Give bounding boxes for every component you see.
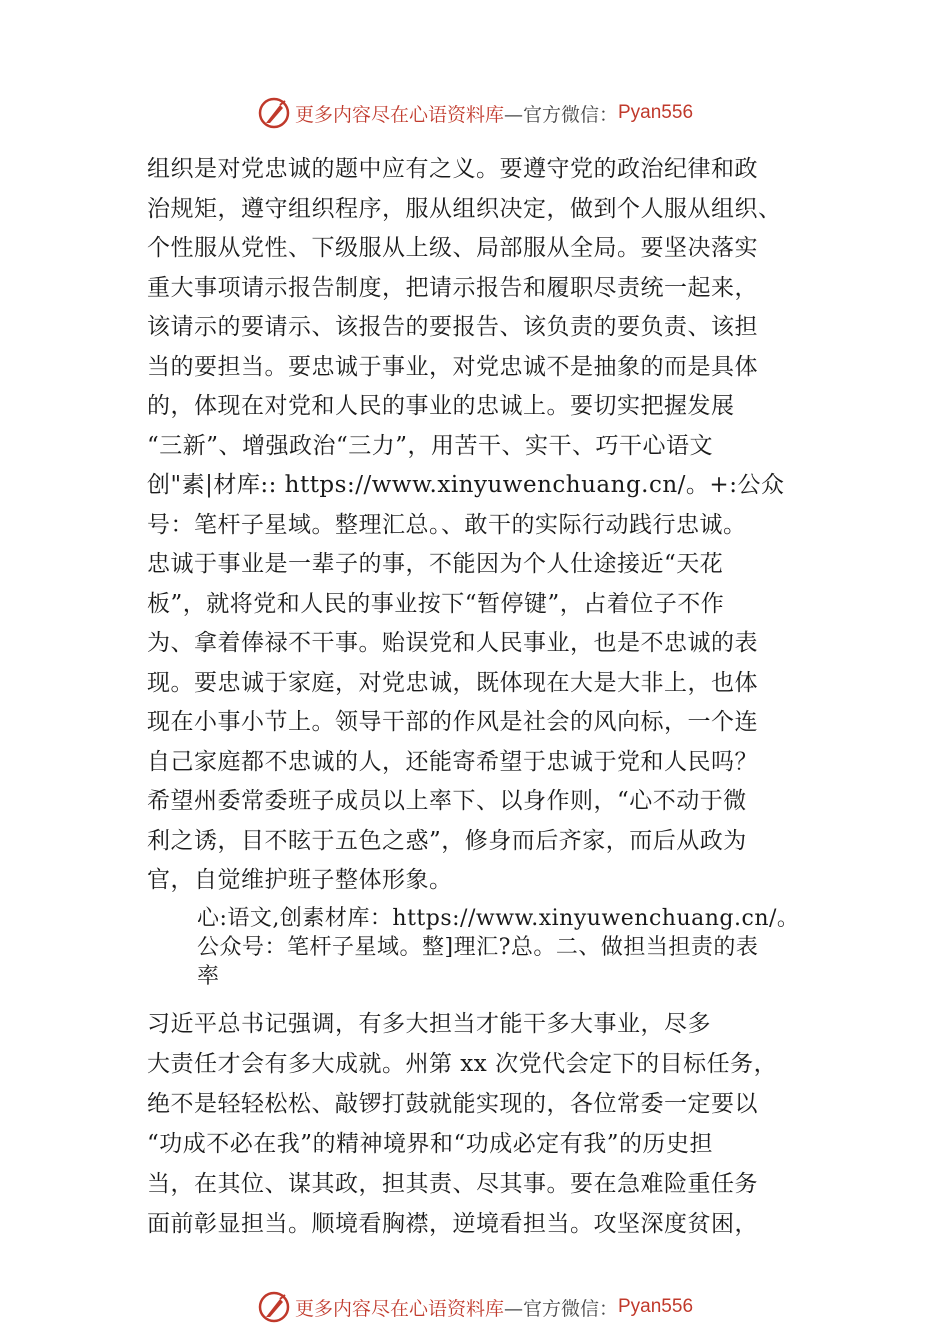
- body-paragraph-2: [100, 1004, 778, 1244]
- text-line: “功成不必在我”的精神境界和“功成必定有我”的历史担: [147, 1131, 714, 1157]
- header-banner: [0, 96, 950, 130]
- text-line: 习近平总书记强调，有多大担当才能干多大事业，尽多: [100, 1011, 711, 1037]
- text-line: 为、拿着俸禄不干事。贻误党和人民事业，也是不忠诚的表: [147, 630, 758, 656]
- banner-wechat-id: Pyan556: [618, 1296, 694, 1317]
- footer-banner: [0, 1290, 950, 1324]
- text-line: 的，体现在对党和人民的事业的忠诚上。要切实把握发展: [147, 393, 735, 419]
- quill-logo-icon: [257, 1290, 291, 1324]
- text-line: 当的要担当。要忠诚于事业，对党忠诚不是抽象的而是具体: [147, 353, 758, 380]
- banner-wechat-id: Pyan556: [618, 102, 694, 123]
- banner-text: 更多内容尽在心语资料库: [294, 1297, 504, 1320]
- text-line: 官，自觉维护班子整体形象。: [147, 867, 453, 893]
- text-line: 个性服从党性、下级服从上级、局部服从全局。要坚决落实: [147, 235, 758, 261]
- text-line: 绝不是轻轻松松、敲锣打鼓就能实现的，各位常委一定要以: [147, 1091, 758, 1117]
- quill-logo-icon: [257, 96, 291, 130]
- body-paragraph-1: [147, 150, 784, 901]
- text-line: 重大事项请示报告制度，把请示报告和履职尽责统一起来，: [147, 274, 758, 301]
- heading-line: 心:语文,创素材库：https://www.xinyuwenchuang.cn/。: [197, 906, 800, 931]
- heading-line: 公众号：笔杆子星域。整]理汇?总。二、做担当担责的表: [197, 935, 759, 960]
- text-line: 利之诱，目不眩于五色之惑”，修身而后齐家，而后从政为: [147, 827, 747, 854]
- text-line: 现在小事小节上。领导干部的作风是社会的风向标，一个连: [147, 709, 758, 735]
- text-line: 板”，就将党和人民的事业按下“暂停键”，占着位子不作: [147, 590, 725, 617]
- banner-wechat-label: —官方微信：: [503, 1297, 618, 1320]
- text-line: 号：笔杆子星域。整理汇总。、敢干的实际行动践行忠诚。: [147, 511, 747, 538]
- text-line: 创"素|材库:: https://www.xinyuwenchuang.cn/。+:公众: [147, 472, 785, 498]
- heading-line: 率: [197, 964, 220, 989]
- banner-wechat-label: —官方微信：: [503, 103, 618, 126]
- section-heading: [197, 904, 799, 991]
- text-line: “三新”、增强政治“三力”，用苦干、实干、巧干心语文: [147, 432, 714, 459]
- text-line: 自己家庭都不忠诚的人，还能寄希望于忠诚于党和人民吗？: [147, 748, 758, 775]
- text-line: 组织是对党忠诚的题中应有之义。要遵守党的政治纪律和政: [147, 156, 758, 182]
- text-line: 现。要忠诚于家庭，对党忠诚，既体现在大是大非上，也体: [147, 669, 758, 696]
- text-line: 该请示的要请示、该报告的要报告、该负责的要负责、该担: [147, 314, 758, 340]
- text-line: 大责任才会有多大成就。州第 xx 次党代会定下的目标任务，: [147, 1051, 778, 1077]
- text-line: 治规矩，遵守组织程序，服从组织决定，做到个人服从组织、: [147, 195, 782, 222]
- text-line: 希望州委常委班子成员以上率下、以身作则，“心不动于微: [147, 788, 747, 814]
- banner-text: 更多内容尽在心语资料库: [294, 103, 504, 126]
- text-line: 忠诚于事业是一辈子的事，不能因为个人仕途接近“天花: [147, 551, 724, 577]
- text-line: 面前彰显担当。顺境看胸襟，逆境看担当。攻坚深度贫困，: [147, 1211, 758, 1237]
- text-line: 当，在其位、谋其政，担其责、尽其事。要在急难险重任务: [147, 1171, 758, 1197]
